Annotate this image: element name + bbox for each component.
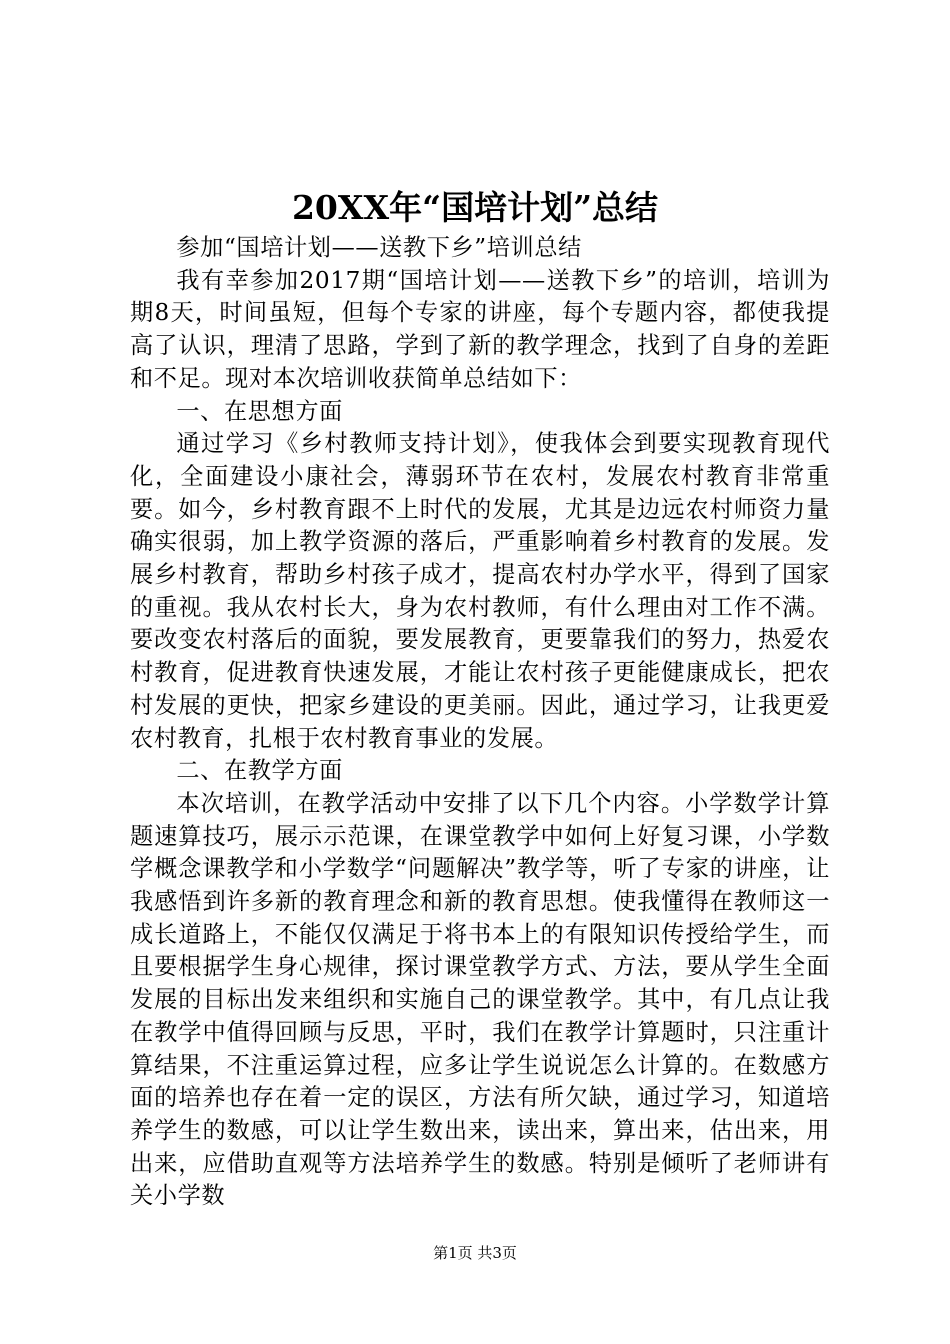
- intro-paragraph: 我有幸参加2017期“国培计划——送教下乡”的培训，培训为期8天，时间虽短，但每个专家的讲座，每个专题内容，都使我提高了认识，理清了思路，学到了新的教学理念，找到了自身的差距和不足。现对本次培训收获简单总结如下：: [130, 266, 830, 392]
- document-body: [130, 232, 830, 1213]
- teaching-paragraph: 本次培训，在教学活动中安排了以下几个内容。小学数学计算题速算技巧，展示示范课，在课堂教学中如何上好复习课，小学数学概念课教学和小学数学“问题解决”教学等，听了专家的讲座，让我感悟到许多新的教育理念和新的教育思想。使我懂得在教师这一成长道路上，不能仅仅满足于将书本上的有限知识传授给学生，而且要根据学生身心规律，探讨课堂教学方式、方法，要从学生全面发展的目标出发来组织和实施自己的课堂教学。其中，有几点让我在教学中值得回顾与反思，平时，我们在教学计算题时，只注重计算结果，不注重运算过程，应多让学生说说怎么计算的。在数感方面的培养也存在着一定的误区，方法有所欠缺，通过学习，知道培养学生的数感，可以让学生数出来，读出来，算出来，估出来，用出来，应借助直观等方法培养学生的数感。特别是倾听了老师讲有关小学数: [130, 789, 830, 1210]
- section-heading-teaching: 二、在教学方面: [176, 757, 343, 785]
- section-heading-thought: 一、在思想方面: [176, 397, 343, 425]
- subtitle-paragraph: 参加“国培计划——送教下乡”培训总结: [176, 234, 582, 261]
- document-title: 20XX年“国培计划”总结: [291, 188, 659, 227]
- page-number-footer: 第1页 共3页: [433, 1244, 517, 1262]
- thought-paragraph: 通过学习《乡村教师支持计划》，使我体会到要实现教育现代化，全面建设小康社会，薄弱环节在农村，发展农村教育非常重要。如今，乡村教育跟不上时代的发展，尤其是边远农村师资力量确实很弱，加上教学资源的落后，严重影响着乡村教育的发展。发展乡村教育，帮助乡村孩子成才，提高农村办学水平，得到了国家的重视。我从农村长大，身为农村教师，有什么理由对工作不满。要改变农村落后的面貌，要发展教育，更要靠我们的努力，热爱农村教育，促进教育快速发展，才能让农村孩子更能健康成长，把农村发展的更快，把家乡建设的更美丽。因此，通过学习，让我更爱农村教育，扎根于农村教育事业的发展。: [130, 430, 830, 752]
